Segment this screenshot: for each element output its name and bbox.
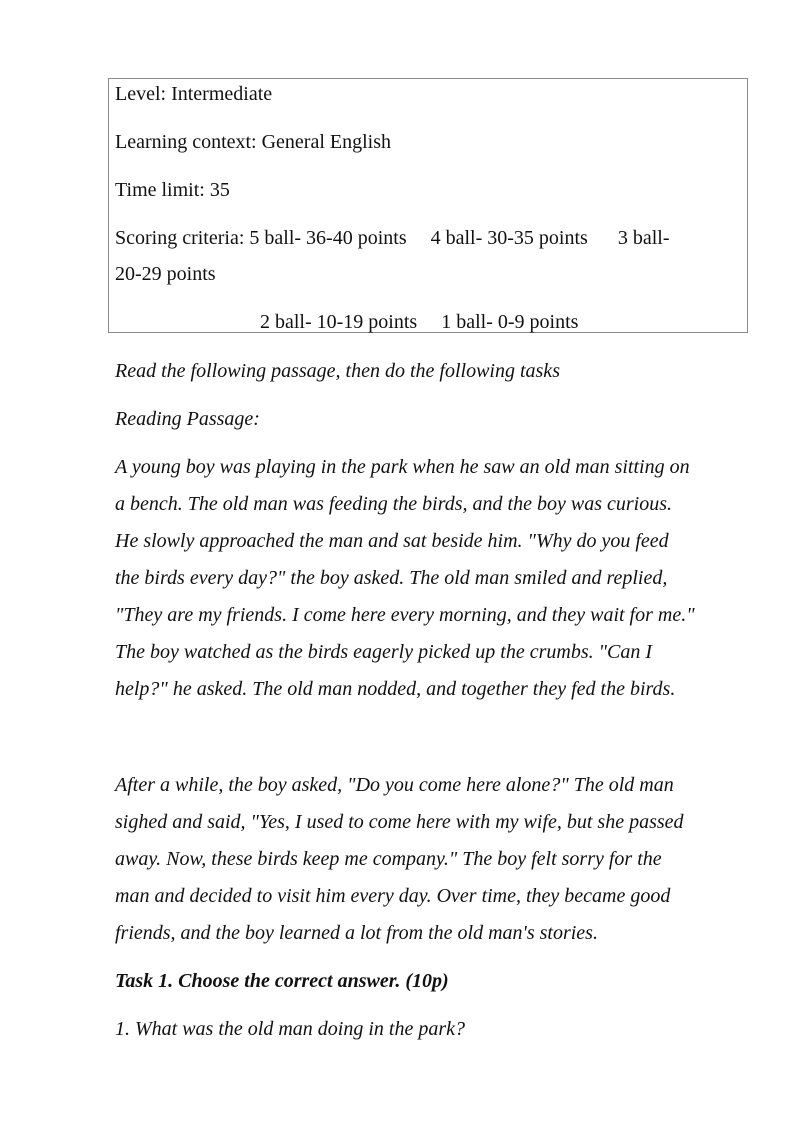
passage-line: away. Now, these birds keep me company." The boy felt sorry for the	[115, 848, 662, 870]
passage-line: After a while, the boy asked, "Do you come here alone?" The old man	[115, 774, 674, 796]
passage-label: Reading Passage:	[115, 408, 260, 430]
passage-paragraph-1	[115, 455, 745, 714]
passage-line: A young boy was playing in the park when he saw an old man sitting on	[115, 456, 690, 478]
passage-paragraph-2	[115, 773, 745, 958]
scoring-1-ball: 1 ball- 0-9 points	[441, 311, 579, 333]
scoring-5-ball: Scoring criteria: 5 ball- 36-40 points	[115, 227, 407, 249]
scoring-2-ball: 2 ball- 10-19 points	[260, 311, 418, 333]
passage-line: help?" he asked. The old man nodded, and together they fed the birds.	[115, 678, 676, 700]
task-1-heading: Task 1. Choose the correct answer. (10p)	[115, 970, 449, 992]
test-info-box	[108, 78, 748, 333]
instruction-text: Read the following passage, then do the following tasks	[115, 360, 560, 382]
passage-line: sighed and said, "Yes, I used to come here with my wife, but she passed	[115, 811, 684, 833]
passage-line: friends, and the boy learned a lot from the old man's stories.	[115, 922, 598, 944]
learning-context-text: Learning context: General English	[115, 131, 392, 153]
passage-line: The boy watched as the birds eagerly picked up the crumbs. "Can I	[115, 641, 653, 663]
scoring-criteria-line-lower	[260, 310, 578, 334]
question-1: 1. What was the old man doing in the park?	[115, 1018, 465, 1040]
passage-line: man and decided to visit him every day. Over time, they became good	[115, 885, 671, 907]
passage-line: a bench. The old man was feeding the birds, and the boy was curious.	[115, 493, 672, 515]
passage-line: "They are my friends. I come here every morning, and they wait for me."	[115, 604, 695, 626]
time-limit-text: Time limit: 35	[115, 179, 230, 201]
passage-line: He slowly approached the man and sat beside him. "Why do you feed	[115, 530, 669, 552]
passage-line: the birds every day?" the boy asked. The old man smiled and replied,	[115, 567, 668, 589]
scoring-3-ball: 3 ball-	[617, 227, 670, 249]
scoring-criteria-line	[115, 226, 669, 250]
level-text: Level: Intermediate	[115, 83, 273, 105]
scoring-4-ball: 4 ball- 30-35 points	[430, 227, 588, 249]
scoring-3-ball-range: 20-29 points	[115, 263, 216, 285]
